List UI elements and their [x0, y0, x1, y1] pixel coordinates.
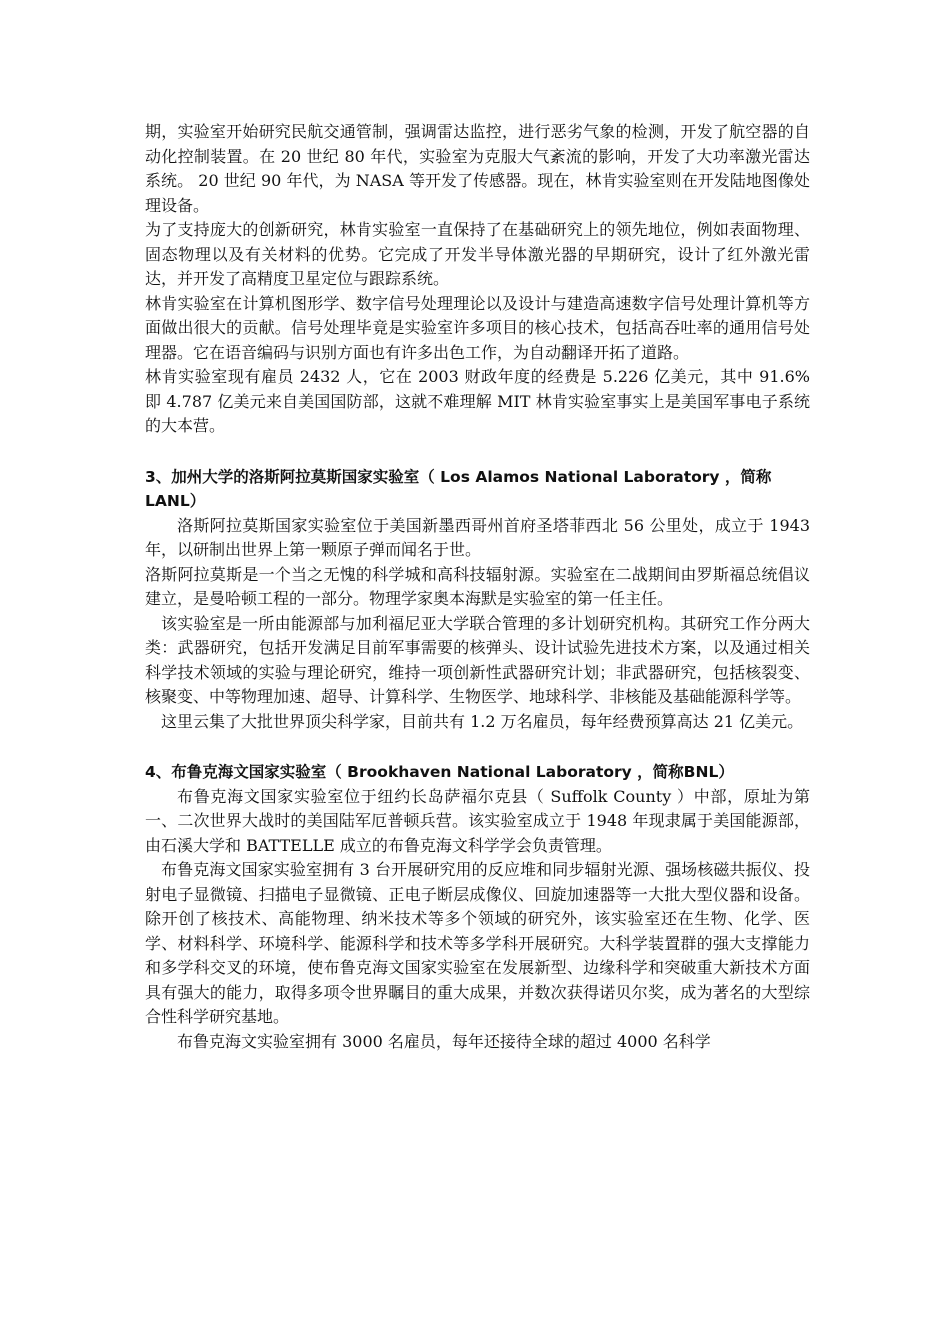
- section-heading-3: 3、加州大学的洛斯阿拉莫斯国家实验室（ Los Alamos National Laboratory ，简称LANL）: [145, 467, 772, 510]
- spacer: [145, 734, 810, 760]
- paragraph: 布鲁克海文实验室拥有 3000 名雇员，每年还接待全球的超过 4000 名科学: [177, 1031, 711, 1051]
- paragraph: 林肯实验室在计算机图形学、数字信号处理理论以及设计与建造高速数字信号处理计算机等方面做出很大的贡献。信号处理毕竟是实验室许多项目的核心技术，包括高吞吐率的通用信号处理器。它在语音编码与识别方面也有许多出色工作，为自动翻译开拓了道路。: [145, 293, 810, 362]
- paragraph: 林肯实验室现有雇员 2432 人，它在 2003 财政年度的经费是 5.226 亿美元，其中 91.6% 即 4.787 亿美元来自美国国防部，这就不难理解 MIT 林肯实验室事实上是美国军事电子系统的大本营。: [145, 367, 810, 435]
- paragraph: 布鲁克海文国家实验室位于纽约长岛萨福尔克县（ Suffolk County ）中部，原址为第一、二次世界大战时的美国陆军厄普顿兵营。该实验室成立于 1948 年现隶属于美国能源部，由石溪大学和 BATTELLE 成立的布鲁克海文科学学会负责管理。: [145, 786, 810, 855]
- paragraph: 该实验室是一所由能源部与加利福尼亚大学联合管理的多计划研究机构。其研究工作分两大类：武器研究，包括开发满足目前军事需要的核弹头、设计试验先进技术方案，以及通过相关科学技术领域的实验与理论研究，维持一项创新性武器研究计划；非武器研究，包括核裂变、核聚变、中等物理加速、超导、计算科学、生物医学、地球科学、非核能及基础能源科学等。: [145, 613, 810, 706]
- paragraph: 洛斯阿拉莫斯是一个当之无愧的科学城和高科技辐射源。实验室在二战期间由罗斯福总统倡议建立，是曼哈顿工程的一部分。物理学家奥本海默是实验室的第一任主任。: [145, 564, 810, 608]
- paragraph: 期，实验室开始研究民航交通管制，强调雷达监控，进行恶劣气象的检测，开发了航空器的自动化控制装置。在 20 世纪 80 年代，实验室为克服大气紊流的影响，开发了大功率激光雷达系统。 20 世纪 90 年代，为 NASA 等开发了传感器。现在，林肯实验室则在开发陆地图像处理设备。: [145, 122, 810, 215]
- paragraph: 洛斯阿拉莫斯国家实验室位于美国新墨西哥州首府圣塔菲西北 56 公里处，成立于 1943 年，以研制出世界上第一颗原子弹而闻名于世。: [145, 515, 810, 559]
- paragraph: 这里云集了大批世界顶尖科学家，目前共有 1.2 万名雇员，每年经费预算高达 21 亿美元。: [161, 711, 804, 731]
- spacer: [145, 439, 810, 465]
- section-heading-4: 4、布鲁克海文国家实验室（ Brookhaven National Laboratory ，简称BNL）: [145, 763, 734, 781]
- paragraph: 为了支持庞大的创新研究，林肯实验室一直保持了在基础研究上的领先地位，例如表面物理、固态物理以及有关材料的优势。它完成了开发半导体激光器的早期研究，设计了红外激光雷达，并开发了高精度卫星定位与跟踪系统。: [145, 220, 810, 288]
- paragraph: 布鲁克海文国家实验室拥有 3 台开展研究用的反应堆和同步辐射光源、强场核磁共振仪、投射电子显微镜、扫描电子显微镜、正电子断层成像仪、回旋加速器等一大批大型仪器和设备。除开创了核技术、高能物理、纳米技术等多个领域的研究外，该实验室还在生物、化学、医学、材料科学、环境科学、能源科学和技术等多学科开展研究。大科学装置群的强大支撑能力和多学科交叉的环境，使布鲁克海文国家实验室在发展新型、边缘科学和突破重大新技术方面具有强大的能力，取得多项令世界瞩目的重大成果，并数次获得诺贝尔奖，成为著名的大型综合性科学研究基地。: [145, 860, 810, 1026]
- document-page: [145, 120, 810, 1054]
